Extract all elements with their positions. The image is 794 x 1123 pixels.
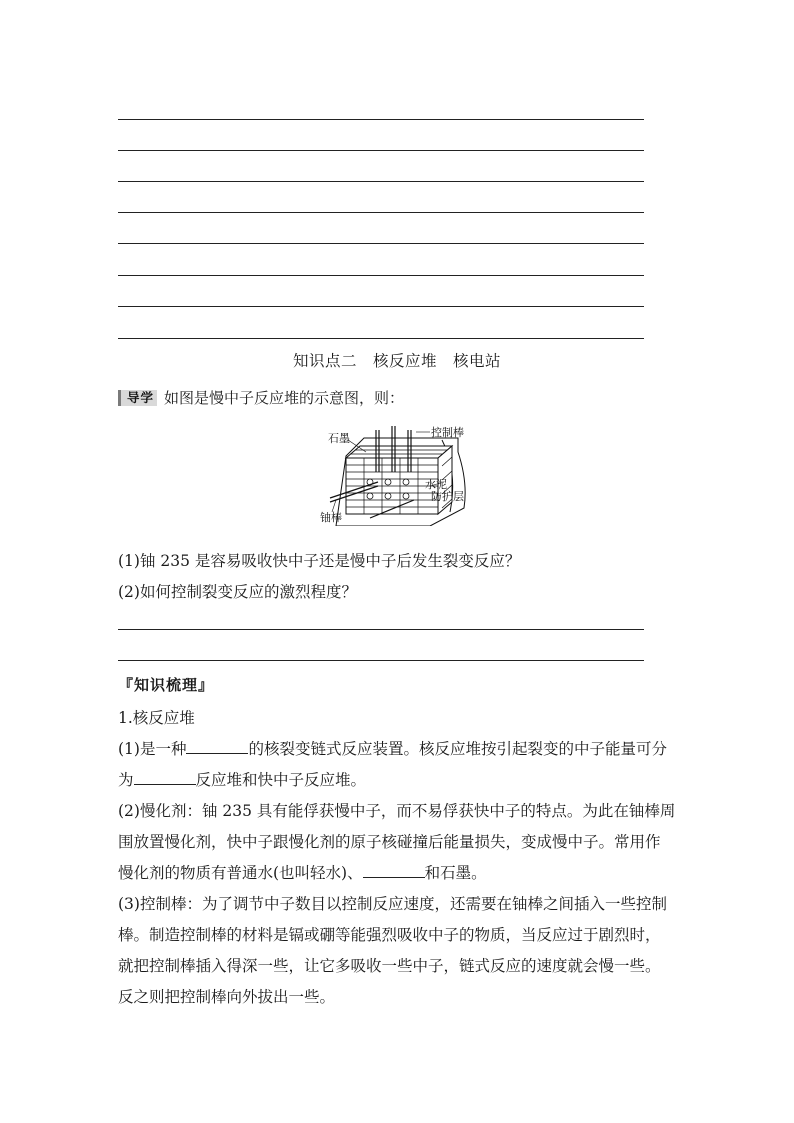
paragraph-2-line-2: 围放置慢化剂，快中子跟慢化剂的原子核碰撞后能量损失，变成慢中子。常用作 [118, 833, 661, 851]
paragraph-2-line-1: (2)慢化剂：铀 235 具有能俘获慢中子，而不易俘获快中子的特点。为此在铀棒周 [118, 802, 676, 820]
label-control-rod: 控制棒 [431, 426, 464, 439]
label-uranium-rod: 铀棒 [320, 511, 342, 524]
section-title: 知识点二 核反应堆 核电站 [292, 352, 501, 370]
answer-line[interactable] [118, 275, 644, 276]
label-cement-1: 水泥 [425, 478, 447, 491]
answer-line[interactable] [118, 150, 644, 151]
paragraph-3-line-1: (3)控制棒：为了调节中子数目以控制反应速度，还需要在铀棒之间插入一些控制 [118, 895, 667, 913]
reactor-diagram [318, 422, 478, 526]
answer-line[interactable] [118, 119, 644, 120]
question-2: (2)如何控制裂变反应的激烈程度？ [118, 583, 357, 601]
text-segment: 反应堆和快中子反应堆。 [195, 771, 367, 789]
item-title: 1.核反应堆 [118, 709, 195, 727]
fill-blank-2[interactable] [134, 768, 196, 785]
answer-line[interactable] [118, 181, 644, 182]
answer-line[interactable] [118, 629, 644, 630]
text-segment: 和石墨。 [424, 864, 487, 882]
label-graphite: 石墨 [328, 432, 350, 445]
paragraph-3-line-4: 反之则把控制棒向外拔出一些。 [118, 988, 336, 1006]
knowledge-tag: 『知识梳理』 [118, 676, 215, 694]
text-segment: 的核裂变链式反应装置。核反应堆按引起裂变的中子能量可分 [248, 740, 667, 758]
guide-tag: 导学 [118, 390, 157, 406]
paragraph-3-line-2: 棒。制造控制棒的材料是镉或硼等能强烈吸收中子的物质，当反应过于剧烈时， [118, 926, 661, 944]
label-cement-2: 防护层 [431, 490, 464, 503]
core-top [346, 446, 452, 458]
text-segment: (1)是一种 [118, 740, 187, 758]
answer-line[interactable] [118, 212, 644, 213]
answer-line[interactable] [118, 338, 644, 339]
paragraph-2-line-3 [118, 857, 487, 889]
guide-text: 如图是慢中子反应堆的示意图，则： [164, 389, 405, 407]
question-1: (1)铀 235 是容易吸收快中子还是慢中子后发生裂变反应？ [118, 552, 521, 570]
text-segment: 为 [118, 771, 134, 789]
fill-blank-1[interactable] [186, 737, 248, 754]
guide-block [118, 387, 404, 409]
paragraph-1-line-2 [118, 764, 366, 796]
answer-line[interactable] [118, 660, 644, 661]
fill-blank-3[interactable] [363, 861, 425, 878]
text-segment: 慢化剂的物质有普通水(也叫轻水)、 [118, 864, 363, 882]
answer-line[interactable] [118, 243, 644, 244]
paragraph-1-line-1 [118, 733, 667, 765]
answer-line[interactable] [118, 306, 644, 307]
paragraph-3-line-3: 就把控制棒插入得深一些，让它多吸收一些中子，链式反应的速度就会慢一些。 [118, 957, 661, 975]
